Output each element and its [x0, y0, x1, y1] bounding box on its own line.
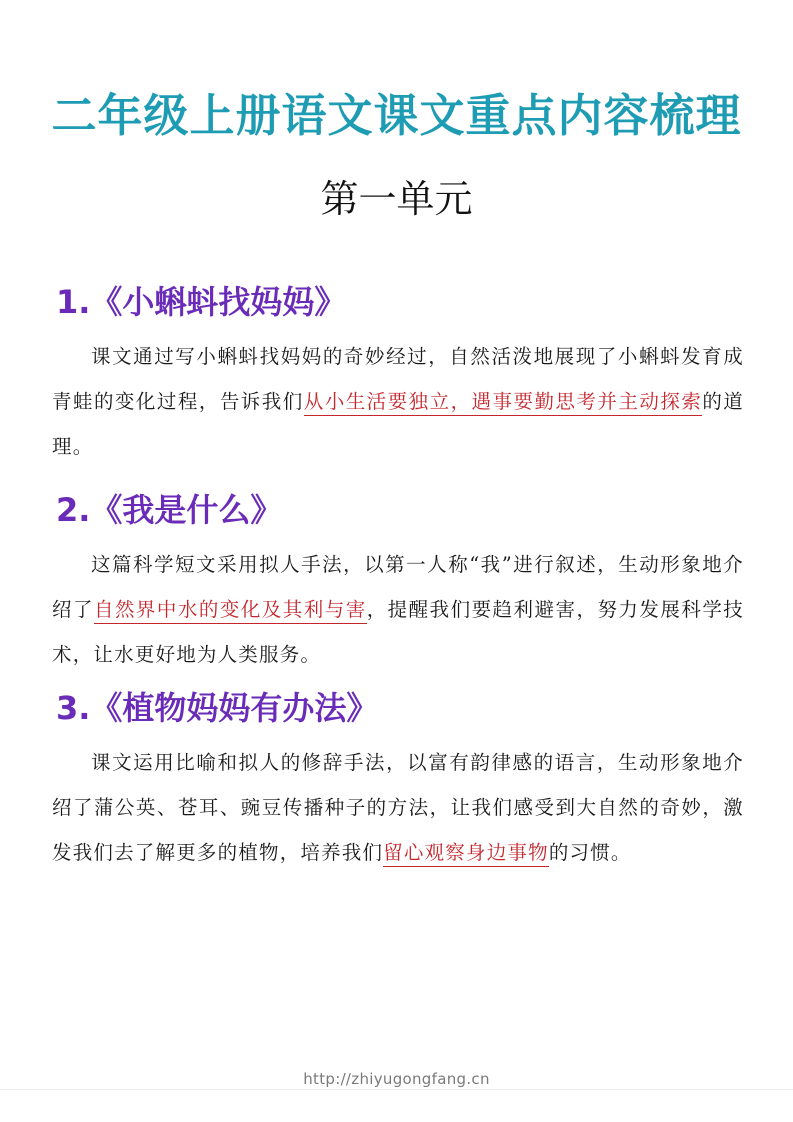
section-heading: 1.《小蝌蚪找妈妈》 — [56, 283, 347, 321]
body-text: ，提醒我们要趋利避害，努力发展科学技术，让水更好地为人类服务。 — [52, 598, 745, 666]
page-title: 二年级上册语文课文重点内容梳理 — [51, 89, 742, 142]
section-body — [52, 740, 744, 875]
body-text: 的习惯。 — [548, 841, 632, 864]
key-point-highlight: 从小生活要独立，遇事要勤思考并主动探索 — [304, 390, 703, 416]
unit-title: 第一单元 — [320, 177, 473, 221]
key-point-highlight: 自然界中水的变化及其利与害 — [94, 598, 367, 624]
body-text: 的道理。 — [52, 390, 744, 458]
section-heading: 2.《我是什么》 — [56, 491, 283, 529]
section-2 — [52, 488, 744, 677]
body-text: 课文运用比喻和拟人的修辞手法，以富有韵律感的语言，生动形象地介绍了蒲公英、苍耳、豌豆传播种子的方法，让我们感受到大自然的奇妙，激发我们去了解更多的植物，培养我们 — [52, 751, 744, 864]
section-body — [52, 542, 744, 677]
body-text: 课文通过写小蝌蚪找妈妈的奇妙经过，自然活泼地展现了小蝌蚪发育成青蛙的变化过程，告诉我们 — [52, 345, 744, 413]
section-body — [52, 334, 744, 469]
key-point-highlight: 留心观察身边事物 — [383, 841, 549, 867]
section-1 — [52, 280, 744, 469]
footer-divider — [0, 1089, 793, 1090]
section-3 — [52, 686, 744, 875]
footer-url[interactable]: http://zhiyugongfang.cn — [303, 1070, 490, 1088]
body-text: 这篇科学短文采用拟人手法，以第一人称“我”进行叙述，生动形象地介绍了 — [52, 553, 744, 621]
section-heading: 3.《植物妈妈有办法》 — [56, 689, 379, 727]
